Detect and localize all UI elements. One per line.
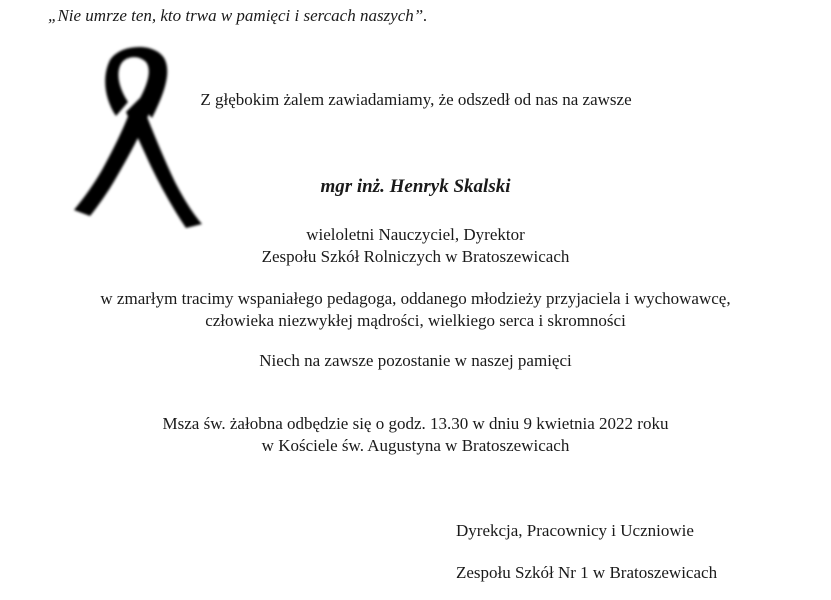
role-line: wieloletni Nauczyciel, Dyrektor [306,225,525,244]
signature-line: Zespołu Szkół Nr 1 w Bratoszewicach [456,563,718,582]
motto-quote: „Nie umrze ten, kto trwa w pamięci i sercach naszych”. [48,6,428,25]
announcement-intro: Z głębokim żalem zawiadamiamy, że odszedł od nas na zawsze [200,90,632,109]
deceased-role [0,224,831,268]
deceased-name: mgr inż. Henryk Skalski [320,176,511,197]
tribute-line: w zmarłym tracimy wspaniałego pedagoga, oddanego młodzieży przyjaciela i wychowawcę, [100,289,731,308]
memory-line: Niech na zawsze pozostanie w naszej pamięci [259,351,572,370]
tribute-text [0,288,831,332]
role-line: Zespołu Szkół Rolniczych w Bratoszewicach [261,247,570,266]
mass-announcement [0,413,831,457]
tribute-line: człowieka niezwykłej mądrości, wielkiego serca i skromności [205,311,626,330]
mourning-ribbon-icon [62,40,212,230]
mass-line: Msza św. żałobna odbędzie się o godz. 13.30 w dniu 9 kwietnia 2022 roku [162,414,669,433]
mass-line: w Kościele św. Augustyna w Bratoszewicach [261,436,570,455]
signature-line: Dyrekcja, Pracownicy i Uczniowie [456,521,694,540]
